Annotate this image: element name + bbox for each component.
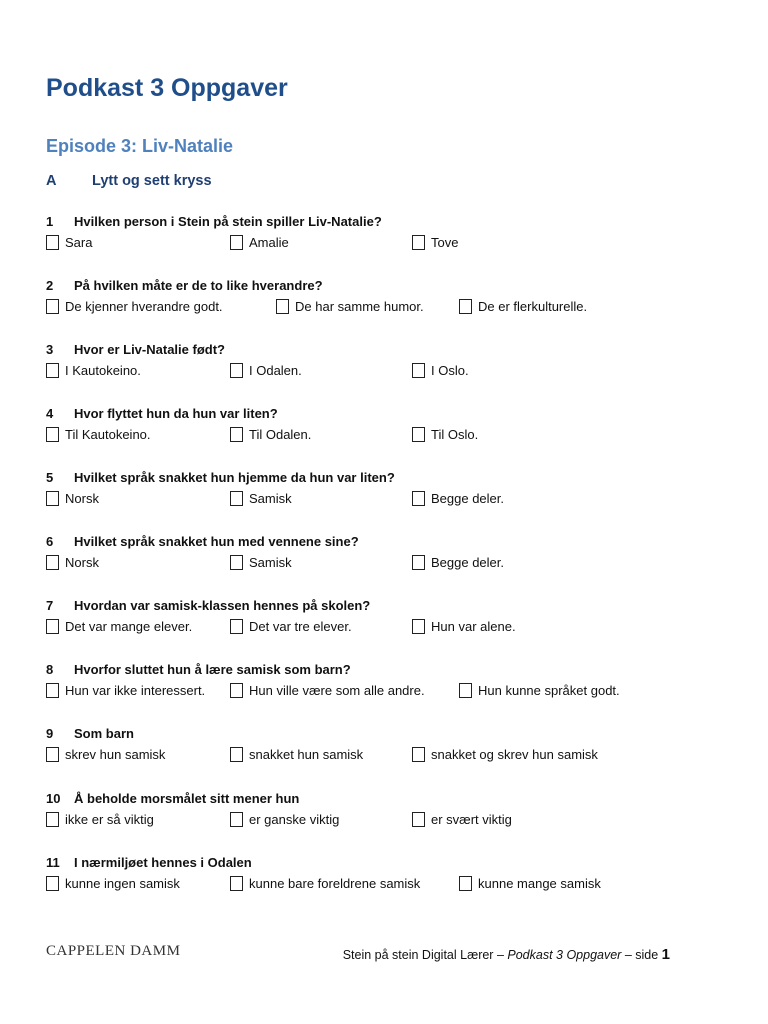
answer-options [46, 555, 746, 577]
answer-option[interactable] [276, 299, 424, 314]
checkbox[interactable] [412, 555, 425, 570]
question-text [46, 790, 746, 808]
question-1 [46, 213, 746, 257]
question-8 [46, 661, 746, 705]
question-label: Hvilket språk snakket hun hjemme da hun var liten? [74, 470, 395, 485]
option-label: De har samme humor. [295, 299, 424, 314]
page-title: Podkast 3 Oppgaver [46, 74, 288, 102]
answer-options [46, 235, 746, 257]
option-label: skrev hun samisk [65, 747, 166, 762]
answer-option[interactable] [412, 747, 598, 762]
answer-option[interactable] [230, 619, 352, 634]
question-label: Å beholde morsmålet sitt mener hun [74, 791, 300, 806]
answer-option[interactable] [459, 876, 601, 891]
answer-option[interactable] [230, 427, 311, 442]
option-label: Norsk [65, 555, 99, 570]
checkbox[interactable] [230, 619, 243, 634]
checkbox[interactable] [459, 876, 472, 891]
question-number: 11 [46, 855, 60, 870]
question-label: På hvilken måte er de to like hverandre? [74, 278, 323, 293]
option-label: Til Kautokeino. [65, 427, 151, 442]
checkbox[interactable] [412, 747, 425, 762]
question-number: 7 [46, 598, 54, 613]
option-label: I Odalen. [249, 363, 302, 378]
answer-options [46, 876, 746, 898]
answer-options [46, 683, 746, 705]
answer-options [46, 299, 746, 321]
footer-text [343, 946, 670, 963]
question-label: Hvorfor sluttet hun å lære samisk som barn? [74, 662, 351, 677]
checkbox[interactable] [412, 812, 425, 827]
answer-option[interactable] [412, 812, 512, 827]
checkbox[interactable] [412, 363, 425, 378]
question-label: I nærmiljøet hennes i Odalen [74, 855, 252, 870]
question-text [46, 405, 746, 423]
option-label: I Oslo. [431, 363, 469, 378]
question-text [46, 854, 746, 872]
answer-option[interactable] [46, 363, 141, 378]
section-heading [46, 173, 212, 189]
option-label: kunne bare foreldrene samisk [249, 876, 421, 891]
answer-option[interactable] [230, 683, 425, 698]
option-label: Begge deler. [431, 491, 505, 506]
checkbox[interactable] [230, 747, 243, 762]
option-label: Hun kunne språket godt. [478, 683, 620, 698]
episode-heading: Episode 3: Liv-Natalie [46, 136, 234, 156]
question-text [46, 277, 746, 295]
answer-options [46, 427, 746, 449]
question-11 [46, 854, 746, 898]
checkbox[interactable] [46, 555, 59, 570]
answer-option[interactable] [46, 235, 92, 250]
answer-options [46, 747, 746, 769]
checkbox[interactable] [412, 619, 425, 634]
question-text [46, 661, 746, 679]
checkbox[interactable] [230, 683, 243, 698]
answer-options [46, 363, 746, 385]
answer-option[interactable] [230, 812, 339, 827]
option-label: snakket hun samisk [249, 747, 364, 762]
question-text [46, 341, 746, 359]
answer-options [46, 812, 746, 834]
checkbox[interactable] [46, 299, 59, 314]
option-label: Til Oslo. [431, 427, 479, 442]
footer-prefix: Stein på stein Digital Lærer – [342, 948, 508, 962]
answer-option[interactable] [46, 876, 180, 891]
option-label: er svært viktig [431, 812, 512, 827]
footer-side-label: – side [621, 948, 662, 962]
question-4 [46, 405, 746, 449]
question-number: 10 [46, 791, 61, 806]
question-10 [46, 790, 746, 834]
option-label: Hun var alene. [431, 619, 516, 634]
checkbox[interactable] [46, 491, 59, 506]
question-number: 9 [46, 726, 54, 741]
option-label: De kjenner hverandre godt. [65, 299, 223, 314]
answer-option[interactable] [46, 619, 192, 634]
checkbox[interactable] [230, 235, 243, 250]
checkbox[interactable] [412, 235, 425, 250]
checkbox[interactable] [46, 619, 59, 634]
option-label: er ganske viktig [249, 812, 340, 827]
checkbox[interactable] [230, 555, 243, 570]
option-label: Tove [431, 235, 459, 250]
section-letter: A [46, 173, 57, 189]
answer-options [46, 491, 746, 513]
answer-option[interactable] [46, 491, 99, 506]
option-label: Hun var ikke interessert. [65, 683, 206, 698]
answer-option[interactable] [46, 555, 99, 570]
answer-option[interactable] [459, 299, 587, 314]
option-label: Sara [65, 235, 93, 250]
answer-option[interactable] [230, 555, 292, 570]
question-number: 3 [46, 342, 54, 357]
question-number: 2 [46, 278, 54, 293]
question-label: Hvor er Liv-Natalie født? [74, 342, 225, 357]
option-label: Det var tre elever. [249, 619, 352, 634]
checkbox[interactable] [230, 812, 243, 827]
question-text [46, 213, 746, 231]
option-label: I Kautokeino. [65, 363, 141, 378]
checkbox[interactable] [46, 876, 59, 891]
checkbox[interactable] [459, 683, 472, 698]
option-label: Hun ville være som alle andre. [249, 683, 425, 698]
option-label: Norsk [65, 491, 99, 506]
answer-option[interactable] [412, 235, 458, 250]
answer-option[interactable] [230, 491, 292, 506]
answer-option[interactable] [412, 427, 478, 442]
question-number: 4 [46, 406, 54, 421]
answer-option[interactable] [230, 363, 302, 378]
question-label: Hvor flyttet hun da hun var liten? [74, 406, 278, 421]
option-label: snakket og skrev hun samisk [431, 747, 598, 762]
question-9 [46, 725, 746, 769]
answer-option[interactable] [230, 747, 363, 762]
option-label: ikke er så viktig [65, 812, 154, 827]
checkbox[interactable] [46, 235, 59, 250]
answer-option[interactable] [46, 747, 165, 762]
page-number: 1 [661, 946, 670, 963]
checkbox[interactable] [230, 427, 243, 442]
checkbox[interactable] [412, 491, 425, 506]
answer-option[interactable] [412, 363, 469, 378]
checkbox[interactable] [230, 876, 243, 891]
answer-option[interactable] [46, 299, 223, 314]
checkbox[interactable] [46, 747, 59, 762]
checkbox[interactable] [459, 299, 472, 314]
checkbox[interactable] [46, 812, 59, 827]
option-label: Samisk [249, 491, 292, 506]
question-5 [46, 469, 746, 513]
answer-option[interactable] [230, 876, 420, 891]
option-label: Begge deler. [431, 555, 505, 570]
option-label: Det var mange elever. [65, 619, 193, 634]
question-text [46, 533, 746, 551]
question-7 [46, 597, 746, 641]
answer-option[interactable] [412, 619, 516, 634]
answer-options [46, 619, 746, 641]
answer-option[interactable] [412, 555, 504, 570]
answer-option[interactable] [412, 491, 504, 506]
checkbox[interactable] [46, 683, 59, 698]
checkbox[interactable] [230, 363, 243, 378]
answer-option[interactable] [46, 427, 151, 442]
option-label: Samisk [249, 555, 292, 570]
question-2 [46, 277, 746, 321]
checkbox[interactable] [276, 299, 289, 314]
footer-doc-title: Podkast 3 Oppgaver [507, 948, 622, 962]
question-text [46, 469, 746, 487]
checkbox[interactable] [46, 427, 59, 442]
option-label: kunne ingen samisk [65, 876, 180, 891]
question-text [46, 725, 746, 743]
publisher-logo: CAPPELEN DAMM [46, 943, 181, 959]
question-label: Hvilket språk snakket hun med vennene sine? [74, 534, 359, 549]
question-6 [46, 533, 746, 577]
checkbox[interactable] [412, 427, 425, 442]
question-number: 8 [46, 662, 54, 677]
option-label: Amalie [249, 235, 289, 250]
question-number: 1 [46, 214, 54, 229]
question-label: Hvilken person i Stein på stein spiller Liv-Natalie? [74, 214, 382, 229]
answer-option[interactable] [230, 235, 289, 250]
question-text [46, 597, 746, 615]
answer-option[interactable] [459, 683, 620, 698]
question-number: 6 [46, 534, 54, 549]
option-label: Til Odalen. [249, 427, 312, 442]
answer-option[interactable] [46, 683, 205, 698]
option-label: kunne mange samisk [478, 876, 601, 891]
checkbox[interactable] [46, 363, 59, 378]
question-number: 5 [46, 470, 54, 485]
question-label: Som barn [74, 726, 134, 741]
question-3 [46, 341, 746, 385]
section-label: Lytt og sett kryss [92, 173, 212, 189]
question-label: Hvordan var samisk-klassen hennes på skolen? [74, 598, 371, 613]
checkbox[interactable] [230, 491, 243, 506]
answer-option[interactable] [46, 812, 154, 827]
option-label: De er flerkulturelle. [478, 299, 588, 314]
